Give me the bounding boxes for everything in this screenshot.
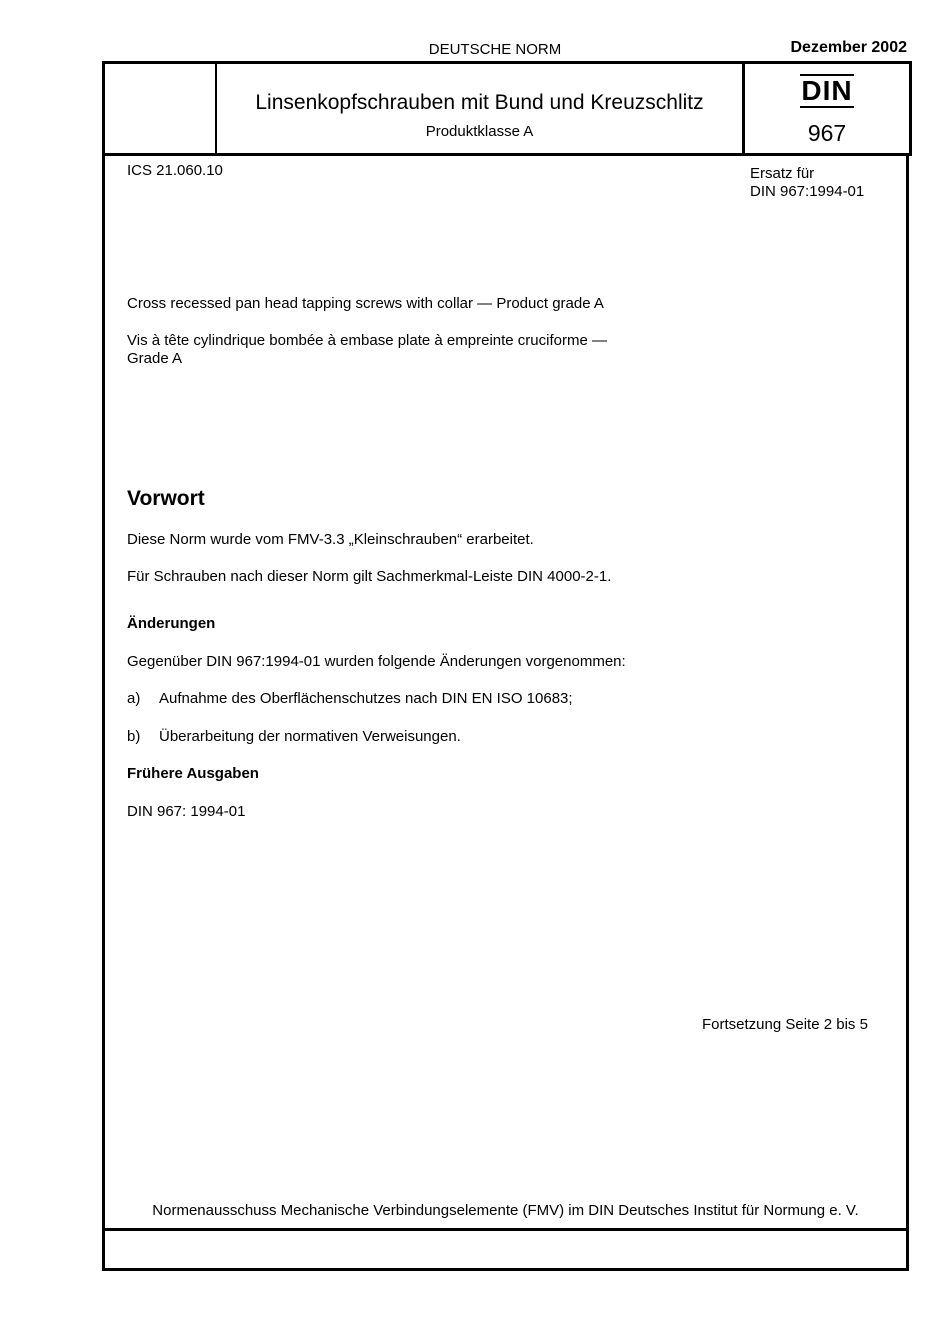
changes-intro: Gegenüber DIN 967:1994-01 wurden folgende Änderungen vorgenommen: bbox=[127, 653, 626, 670]
previous-editions-heading: Frühere Ausgaben bbox=[127, 765, 259, 782]
foreword-heading: Vorwort bbox=[127, 487, 205, 510]
replaces-value: DIN 967:1994-01 bbox=[750, 183, 865, 200]
ics-code: ICS 21.060.10 bbox=[127, 162, 223, 179]
norm-type-label: DEUTSCHE NORM bbox=[428, 41, 562, 58]
change-item-marker: b) bbox=[127, 728, 141, 745]
change-item-text: Überarbeitung der normativen Verweisungen. bbox=[159, 728, 461, 745]
din-logo-mark: DIN bbox=[801, 75, 853, 106]
issue-date: Dezember 2002 bbox=[790, 39, 907, 56]
foreword-paragraph-2: Für Schrauben nach dieser Norm gilt Sachmerkmal-Leiste DIN 4000-2-1. bbox=[127, 568, 612, 585]
english-title: Cross recessed pan head tapping screws with collar — Product grade A bbox=[127, 295, 604, 312]
change-item-marker: a) bbox=[127, 690, 141, 707]
frame-left-border bbox=[102, 153, 105, 1271]
frame-right-border bbox=[906, 153, 909, 1271]
footer-divider bbox=[102, 1228, 909, 1231]
committee-footer: Normenausschuss Mechanische Verbindungselemente (FMV) im DIN Deutsches Institut für Normung e. V. bbox=[152, 1202, 859, 1219]
document-title: Linsenkopfschrauben mit Bund und Kreuzschlitz bbox=[255, 91, 704, 114]
din-number: 967 bbox=[807, 120, 847, 146]
header-box bbox=[102, 61, 912, 156]
previous-editions-text: DIN 967: 1994-01 bbox=[127, 803, 246, 820]
french-title-line2: Grade A bbox=[127, 350, 183, 367]
replaces-label: Ersatz für bbox=[750, 165, 815, 182]
din-logo bbox=[745, 74, 909, 108]
changes-heading: Änderungen bbox=[127, 615, 216, 632]
frame-bottom-border bbox=[102, 1268, 909, 1271]
document-subtitle: Produktklasse A bbox=[425, 123, 534, 140]
change-item-text: Aufnahme des Oberflächenschutzes nach DIN EN ISO 10683; bbox=[159, 690, 573, 707]
continuation-note: Fortsetzung Seite 2 bis 5 bbox=[702, 1016, 868, 1033]
french-title-line1: Vis à tête cylindrique bombée à embase plate à empreinte cruciforme — bbox=[127, 332, 607, 349]
foreword-paragraph-1: Diese Norm wurde vom FMV-3.3 „Kleinschrauben“ erarbeitet. bbox=[127, 531, 534, 548]
